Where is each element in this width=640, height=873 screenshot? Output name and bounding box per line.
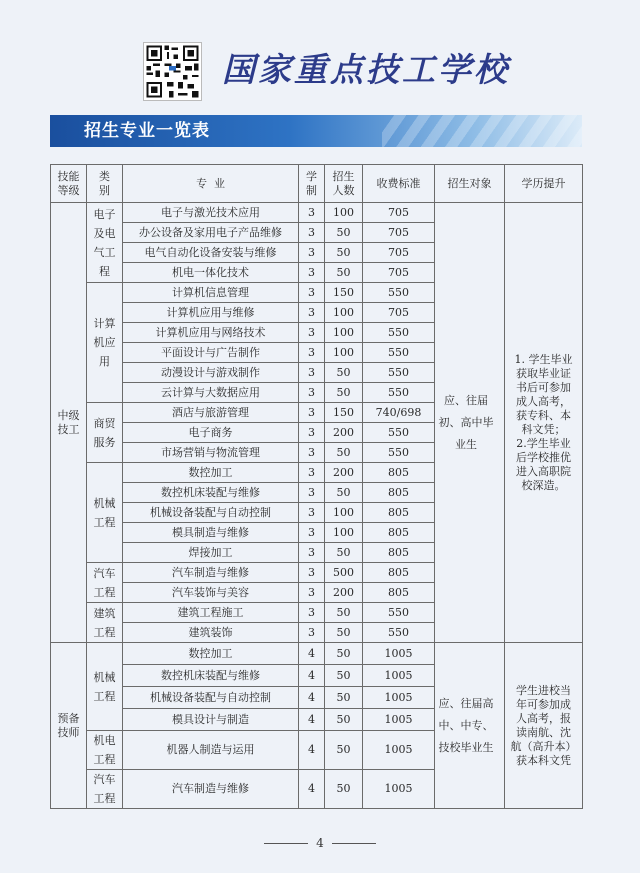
- school-title: 国家重点技工学校: [222, 50, 510, 89]
- years-cell: 4: [299, 687, 325, 709]
- target-text: 应、往届高中、中专、技校毕业生: [438, 696, 494, 754]
- fee-cell: 805: [363, 523, 435, 543]
- major-cell: 建筑装饰: [123, 623, 299, 643]
- years-cell: 3: [299, 603, 325, 623]
- major-cell: 模具设计与制造: [123, 709, 299, 731]
- fee-cell: 1005: [363, 665, 435, 687]
- upgrade-cell: [505, 643, 583, 809]
- major-cell: 电子与激光技术应用: [123, 203, 299, 223]
- header-category: 类别: [87, 165, 123, 203]
- upgrade-line: 读南航、沈: [516, 725, 571, 739]
- category-label: 电子及电气工程: [93, 207, 116, 278]
- fee-cell: 805: [363, 503, 435, 523]
- upgrade-line: 校深造。: [521, 478, 566, 492]
- fee-cell: 1005: [363, 770, 435, 809]
- years-cell: 3: [299, 503, 325, 523]
- enrollment-cell: 100: [325, 523, 363, 543]
- major-cell: 机械设备装配与自动控制: [123, 687, 299, 709]
- major-cell: 汽车装饰与美容: [123, 583, 299, 603]
- fee-cell: 805: [363, 463, 435, 483]
- major-cell: 计算机应用与网络技术: [123, 323, 299, 343]
- fee-cell: 805: [363, 483, 435, 503]
- years-cell: 4: [299, 731, 325, 770]
- target-text: 应、往届初、高中毕业生: [438, 393, 494, 451]
- fee-cell: 550: [363, 283, 435, 303]
- fee-cell: 1005: [363, 731, 435, 770]
- upgrade-line: 人高考，报: [516, 711, 571, 725]
- years-cell: 3: [299, 263, 325, 283]
- major-cell: 酒店与旅游管理: [123, 403, 299, 423]
- level-label: 预备技师: [57, 711, 80, 739]
- years-cell: 3: [299, 303, 325, 323]
- page-header: [0, 0, 640, 108]
- upgrade-line: 航（高升本）: [510, 739, 577, 753]
- years-cell: 3: [299, 423, 325, 443]
- fee-cell: 550: [363, 343, 435, 363]
- fee-cell: 705: [363, 203, 435, 223]
- category-cell: [87, 731, 123, 770]
- upgrade-line: 科文凭；: [521, 422, 566, 436]
- years-cell: 4: [299, 665, 325, 687]
- years-cell: 3: [299, 623, 325, 643]
- years-cell: 4: [299, 770, 325, 809]
- major-cell: 数控加工: [123, 643, 299, 665]
- upgrade-cell: [505, 203, 583, 643]
- years-cell: 4: [299, 643, 325, 665]
- banner-title: 招生专业一览表: [84, 121, 210, 141]
- major-cell: 汽车制造与维修: [123, 770, 299, 809]
- major-cell: 电气自动化设备安装与维修: [123, 243, 299, 263]
- enrollment-cell: 200: [325, 463, 363, 483]
- major-cell: 数控加工: [123, 463, 299, 483]
- years-cell: 3: [299, 363, 325, 383]
- years-cell: 3: [299, 343, 325, 363]
- footer-rule-right: [332, 843, 376, 844]
- major-cell: 电子商务: [123, 423, 299, 443]
- major-cell: 计算机应用与维修: [123, 303, 299, 323]
- upgrade-line: 获本科文凭: [516, 753, 571, 767]
- category-cell: [87, 403, 123, 463]
- category-cell: [87, 770, 123, 809]
- enrollment-cell: 50: [325, 543, 363, 563]
- header-target: 招生对象: [435, 165, 505, 203]
- enrollment-cell: 100: [325, 503, 363, 523]
- enrollment-cell: 50: [325, 363, 363, 383]
- years-cell: 3: [299, 283, 325, 303]
- fee-cell: 1005: [363, 709, 435, 731]
- level-label: 中级技工: [57, 408, 80, 436]
- qr-code-icon: [143, 42, 202, 101]
- years-cell: 3: [299, 403, 325, 423]
- upgrade-line: 2.学生毕业: [516, 436, 571, 450]
- major-cell: 平面设计与广告制作: [123, 343, 299, 363]
- major-cell: 模具制造与维修: [123, 523, 299, 543]
- table-row: [51, 643, 583, 665]
- upgrade-line: 学生进校当: [516, 683, 571, 697]
- category-label: 汽车工程: [93, 773, 116, 805]
- section-banner: [50, 115, 582, 147]
- years-cell: 3: [299, 523, 325, 543]
- enrollment-table: [50, 164, 583, 809]
- years-cell: 3: [299, 383, 325, 403]
- enrollment-cell: 50: [325, 731, 363, 770]
- category-cell: [87, 603, 123, 643]
- major-cell: 办公设备及家用电子产品维修: [123, 223, 299, 243]
- enrollment-cell: 50: [325, 770, 363, 809]
- header-fee: 收费标准: [363, 165, 435, 203]
- upgrade-line: 书后可参加: [516, 380, 571, 394]
- category-label: 商贸服务: [93, 416, 116, 449]
- major-cell: 数控机床装配与维修: [123, 665, 299, 687]
- category-label: 机械工程: [93, 496, 116, 529]
- fee-cell: 550: [363, 623, 435, 643]
- fee-cell: 705: [363, 223, 435, 243]
- years-cell: 3: [299, 443, 325, 463]
- fee-cell: 1005: [363, 687, 435, 709]
- fee-cell: 705: [363, 243, 435, 263]
- years-cell: 3: [299, 563, 325, 583]
- years-cell: 3: [299, 203, 325, 223]
- enrollment-cell: 50: [325, 687, 363, 709]
- category-label: 机械工程: [93, 670, 116, 703]
- fee-cell: 805: [363, 563, 435, 583]
- enrollment-cell: 50: [325, 643, 363, 665]
- enrollment-cell: 500: [325, 563, 363, 583]
- header-years: 学制: [299, 165, 325, 203]
- enrollment-cell: 50: [325, 223, 363, 243]
- fee-cell: 705: [363, 303, 435, 323]
- years-cell: 3: [299, 543, 325, 563]
- fee-cell: 550: [363, 443, 435, 463]
- enrollment-cell: 50: [325, 603, 363, 623]
- upgrade-line: 1. 学生毕业: [514, 352, 573, 366]
- upgrade-line: 获取毕业证: [516, 366, 571, 380]
- upgrade-line: 进入高职院: [516, 464, 571, 478]
- enrollment-cell: 100: [325, 203, 363, 223]
- level-cell: [51, 643, 87, 809]
- target-cell: [435, 203, 505, 643]
- page-footer: [0, 836, 640, 852]
- enrollment-cell: 100: [325, 343, 363, 363]
- header-level: 技能等级: [51, 165, 87, 203]
- enrollment-cell: 50: [325, 243, 363, 263]
- major-cell: 机电一体化技术: [123, 263, 299, 283]
- years-cell: 3: [299, 223, 325, 243]
- category-cell: [87, 283, 123, 403]
- fee-cell: 550: [363, 323, 435, 343]
- table-body: [51, 203, 583, 809]
- enrollment-cell: 100: [325, 303, 363, 323]
- category-label: 机电工程: [93, 734, 116, 766]
- enrollment-cell: 50: [325, 623, 363, 643]
- fee-cell: 740/698: [363, 403, 435, 423]
- major-cell: 焊接加工: [123, 543, 299, 563]
- enrollment-cell: 50: [325, 443, 363, 463]
- fee-cell: 550: [363, 423, 435, 443]
- table-header-row: [51, 165, 583, 203]
- years-cell: 3: [299, 583, 325, 603]
- years-cell: 3: [299, 483, 325, 503]
- fee-cell: 805: [363, 583, 435, 603]
- upgrade-line: 年可参加成: [516, 697, 571, 711]
- page-number: 4: [316, 836, 324, 850]
- header-major: 专 业: [123, 165, 299, 203]
- enrollment-cell: 50: [325, 709, 363, 731]
- major-cell: 计算机信息管理: [123, 283, 299, 303]
- enrollment-cell: 150: [325, 403, 363, 423]
- upgrade-line: 获专科、本: [516, 408, 571, 422]
- years-cell: 4: [299, 709, 325, 731]
- fee-cell: 550: [363, 603, 435, 623]
- major-cell: 机械设备装配与自动控制: [123, 503, 299, 523]
- years-cell: 3: [299, 323, 325, 343]
- enrollment-cell: 50: [325, 665, 363, 687]
- header-upgrade: 学历提升: [505, 165, 583, 203]
- major-cell: 建筑工程施工: [123, 603, 299, 623]
- table-row: [51, 203, 583, 223]
- fee-cell: 805: [363, 543, 435, 563]
- fee-cell: 550: [363, 383, 435, 403]
- major-cell: 动漫设计与游戏制作: [123, 363, 299, 383]
- level-cell: [51, 203, 87, 643]
- fee-cell: 705: [363, 263, 435, 283]
- enrollment-cell: 50: [325, 263, 363, 283]
- major-cell: 机器人制造与运用: [123, 731, 299, 770]
- years-cell: 3: [299, 243, 325, 263]
- category-label: 汽车工程: [93, 566, 116, 599]
- fee-cell: 550: [363, 363, 435, 383]
- header-enrollment: 招生人数: [325, 165, 363, 203]
- footer-rule-left: [264, 843, 308, 844]
- category-cell: [87, 643, 123, 731]
- fee-cell: 1005: [363, 643, 435, 665]
- enrollment-cell: 200: [325, 583, 363, 603]
- enrollment-cell: 200: [325, 423, 363, 443]
- category-cell: [87, 203, 123, 283]
- major-cell: 市场营销与物流管理: [123, 443, 299, 463]
- enrollment-cell: 50: [325, 483, 363, 503]
- major-cell: 数控机床装配与维修: [123, 483, 299, 503]
- category-label: 建筑工程: [93, 606, 116, 639]
- enrollment-cell: 50: [325, 383, 363, 403]
- upgrade-line: 后学校推优: [516, 450, 571, 464]
- category-cell: [87, 563, 123, 603]
- category-cell: [87, 463, 123, 563]
- major-cell: 云计算与大数据应用: [123, 383, 299, 403]
- upgrade-line: 成人高考，: [516, 394, 571, 408]
- years-cell: 3: [299, 463, 325, 483]
- category-label: 计算机应用: [93, 317, 116, 368]
- major-cell: 汽车制造与维修: [123, 563, 299, 583]
- enrollment-cell: 150: [325, 283, 363, 303]
- enrollment-cell: 100: [325, 323, 363, 343]
- target-cell: [435, 643, 505, 809]
